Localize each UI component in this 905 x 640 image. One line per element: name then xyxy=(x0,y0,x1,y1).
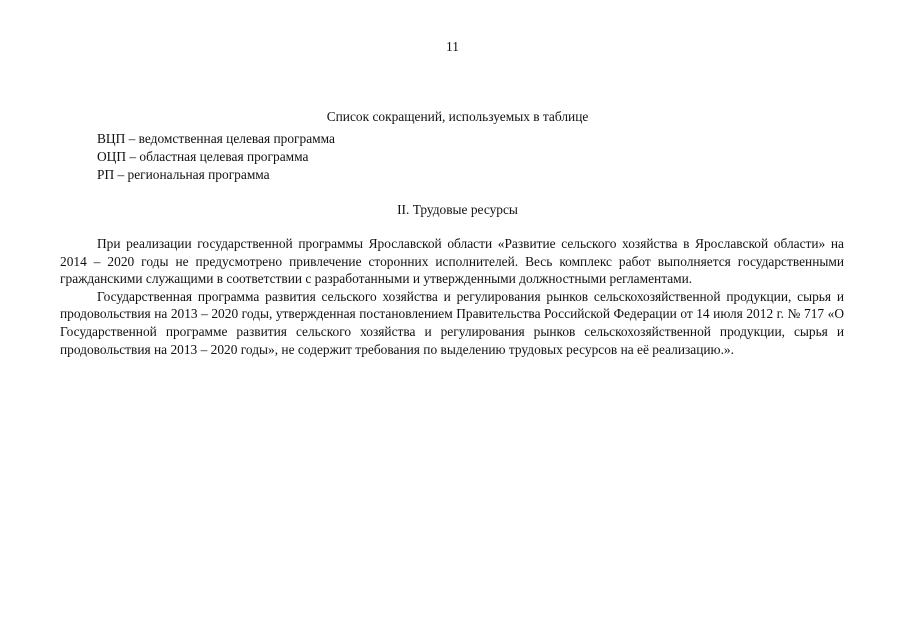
section-heading: II. Трудовые ресурсы xyxy=(397,202,518,217)
paragraph: Государственная программа развития сельского хозяйства и регулирования рынков сельскохозяйственной продукции, сырья и продовольствия на 2013 – 2020 годы, утвержденная постановлением Правительства Российской Федерации от 14 июля 2012 г. № 717 «О Государственной программе развития сельского хозяйства и регулирования рынков сельскохозяйственной продукции, сырья и продовольствия на 2013 – 2020 годы», не содержит требования по выделению трудовых ресурсов на её реализацию.». xyxy=(60,288,844,357)
section-body xyxy=(60,235,844,358)
abbreviation-item: ВЦП – ведомственная целевая программа xyxy=(97,131,335,146)
abbreviations-list xyxy=(97,130,335,184)
abbreviation-item: ОЦП – областная целевая программа xyxy=(97,149,309,164)
abbreviations-title: Список сокращений, используемых в таблице xyxy=(326,109,589,124)
abbreviation-item: РП – региональная программа xyxy=(97,167,270,182)
paragraph: При реализации государственной программы Ярославской области «Развитие сельского хозяйства в Ярославской области» на 2014 – 2020 годы не предусмотрено привлечение сторонних исполнителей. Весь комплекс работ выполняется государственными гражданскими служащими в соответствии с разработанными и утвержденными должностными регламентами. xyxy=(60,236,844,287)
page-number: 11 xyxy=(446,39,459,54)
